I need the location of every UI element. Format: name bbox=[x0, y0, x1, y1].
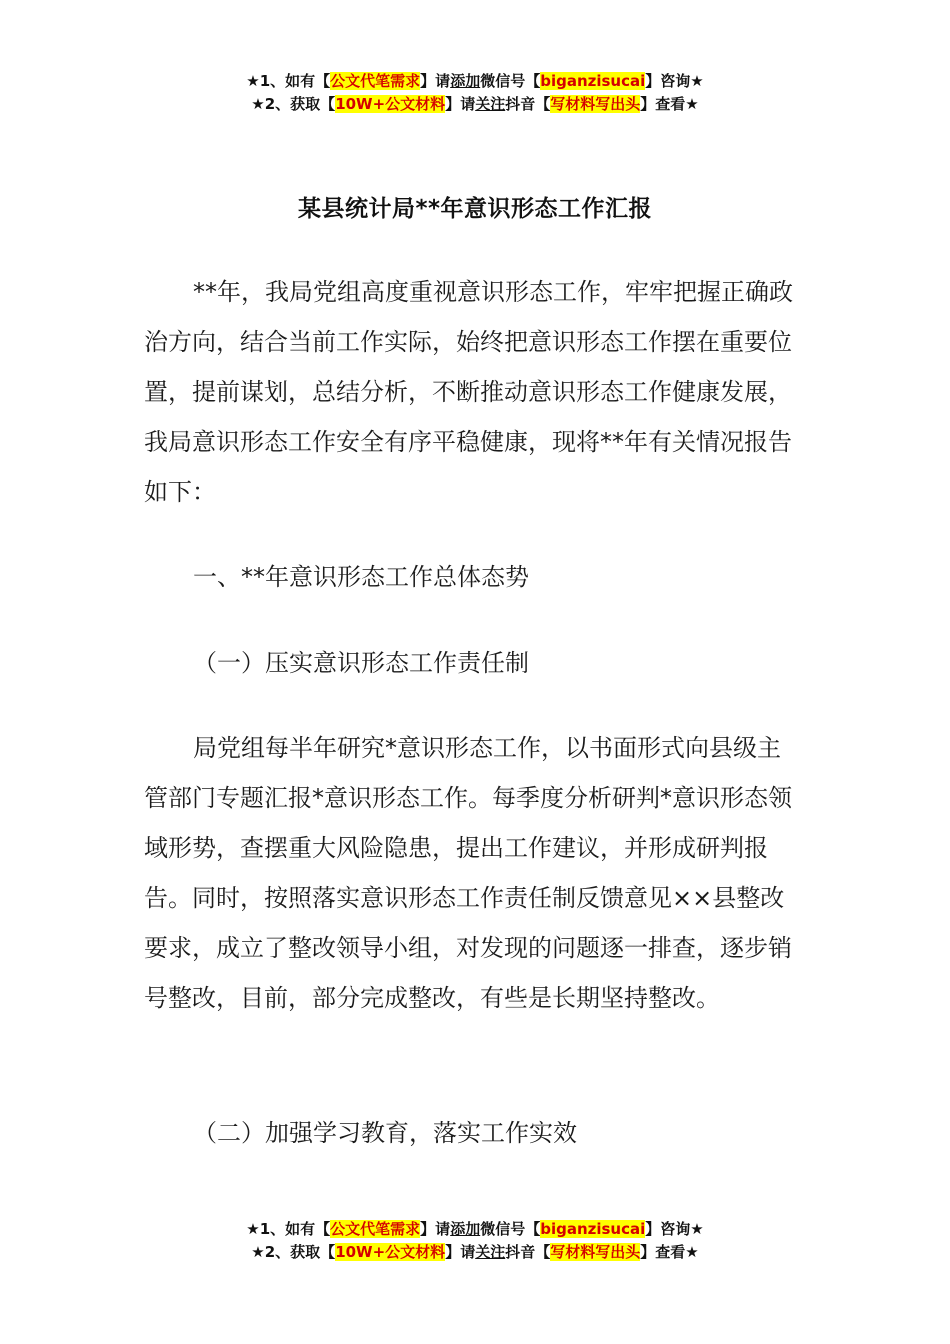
promo-highlight: 公文代笔需求 bbox=[330, 72, 421, 90]
promo-text: 】查看★ bbox=[640, 1243, 699, 1261]
document-title: 某县统计局**年意识形态工作汇报 bbox=[297, 196, 653, 222]
promo-banner-top bbox=[0, 70, 950, 116]
promo-text: 抖音【 bbox=[505, 95, 551, 113]
promo-text: 】请 bbox=[420, 72, 451, 90]
promo-text: ★2、获取【 bbox=[251, 95, 336, 113]
subsection-heading-1: （一）压实意识形态工作责任制 bbox=[193, 649, 529, 677]
promo-banner-bottom bbox=[0, 1218, 950, 1264]
promo-text: 抖音【 bbox=[505, 1243, 551, 1261]
promo-douyin-name: 写材料写出头 bbox=[550, 95, 641, 113]
promo-text: 关注 bbox=[475, 1243, 506, 1261]
promo-line-2 bbox=[0, 93, 950, 116]
subsection-heading-2: （二）加强学习教育，落实工作实效 bbox=[193, 1119, 577, 1147]
body-paragraph-1: 局党组每半年研究*意识形态工作，以书面形式向县级主管部门专题汇报*意识形态工作。每季度分析研判*意识形态领域形势，查摆重大风险隐患，提出工作建议，并形成研判报告。同时，按照落实意识形态工作责任制反馈意见××县整改要求，成立了整改领导小组，对发现的问题逐一排查，逐步销号整改，目前，部分完成整改，有些是长期坚持整改。 bbox=[144, 734, 792, 1012]
section-heading-1: 一、**年意识形态工作总体态势 bbox=[193, 563, 529, 591]
promo-highlight: 10W+公文材料 bbox=[335, 1243, 446, 1261]
promo-text: 】咨询★ bbox=[645, 72, 704, 90]
promo-wechat-id: biganzisucai bbox=[540, 1220, 646, 1238]
promo-wechat-id: biganzisucai bbox=[540, 72, 646, 90]
promo-text: 添加 bbox=[450, 1220, 481, 1238]
promo-text: 】请 bbox=[445, 1243, 476, 1261]
promo-line-2 bbox=[0, 1241, 950, 1264]
promo-text: ★1、如有【 bbox=[246, 72, 331, 90]
promo-text: 】请 bbox=[420, 1220, 451, 1238]
intro-paragraph: **年，我局党组高度重视意识形态工作，牢牢把握正确政治方向，结合当前工作实际，始终把意识形态工作摆在重要位置，提前谋划，总结分析，不断推动意识形态工作健康发展，我局意识形态工作安全有序平稳健康，现将**年有关情况报告如下： bbox=[144, 278, 793, 506]
promo-text: 关注 bbox=[475, 95, 506, 113]
promo-text: 】咨询★ bbox=[645, 1220, 704, 1238]
promo-line-1 bbox=[0, 1218, 950, 1241]
promo-text: ★2、获取【 bbox=[251, 1243, 336, 1261]
promo-text: 】请 bbox=[445, 95, 476, 113]
promo-text: 】查看★ bbox=[640, 95, 699, 113]
promo-douyin-name: 写材料写出头 bbox=[550, 1243, 641, 1261]
promo-text: 微信号【 bbox=[480, 72, 541, 90]
promo-text: ★1、如有【 bbox=[246, 1220, 331, 1238]
promo-highlight: 10W+公文材料 bbox=[335, 95, 446, 113]
promo-text: 微信号【 bbox=[480, 1220, 541, 1238]
promo-line-1 bbox=[0, 70, 950, 93]
promo-text: 添加 bbox=[450, 72, 481, 90]
promo-highlight: 公文代笔需求 bbox=[330, 1220, 421, 1238]
